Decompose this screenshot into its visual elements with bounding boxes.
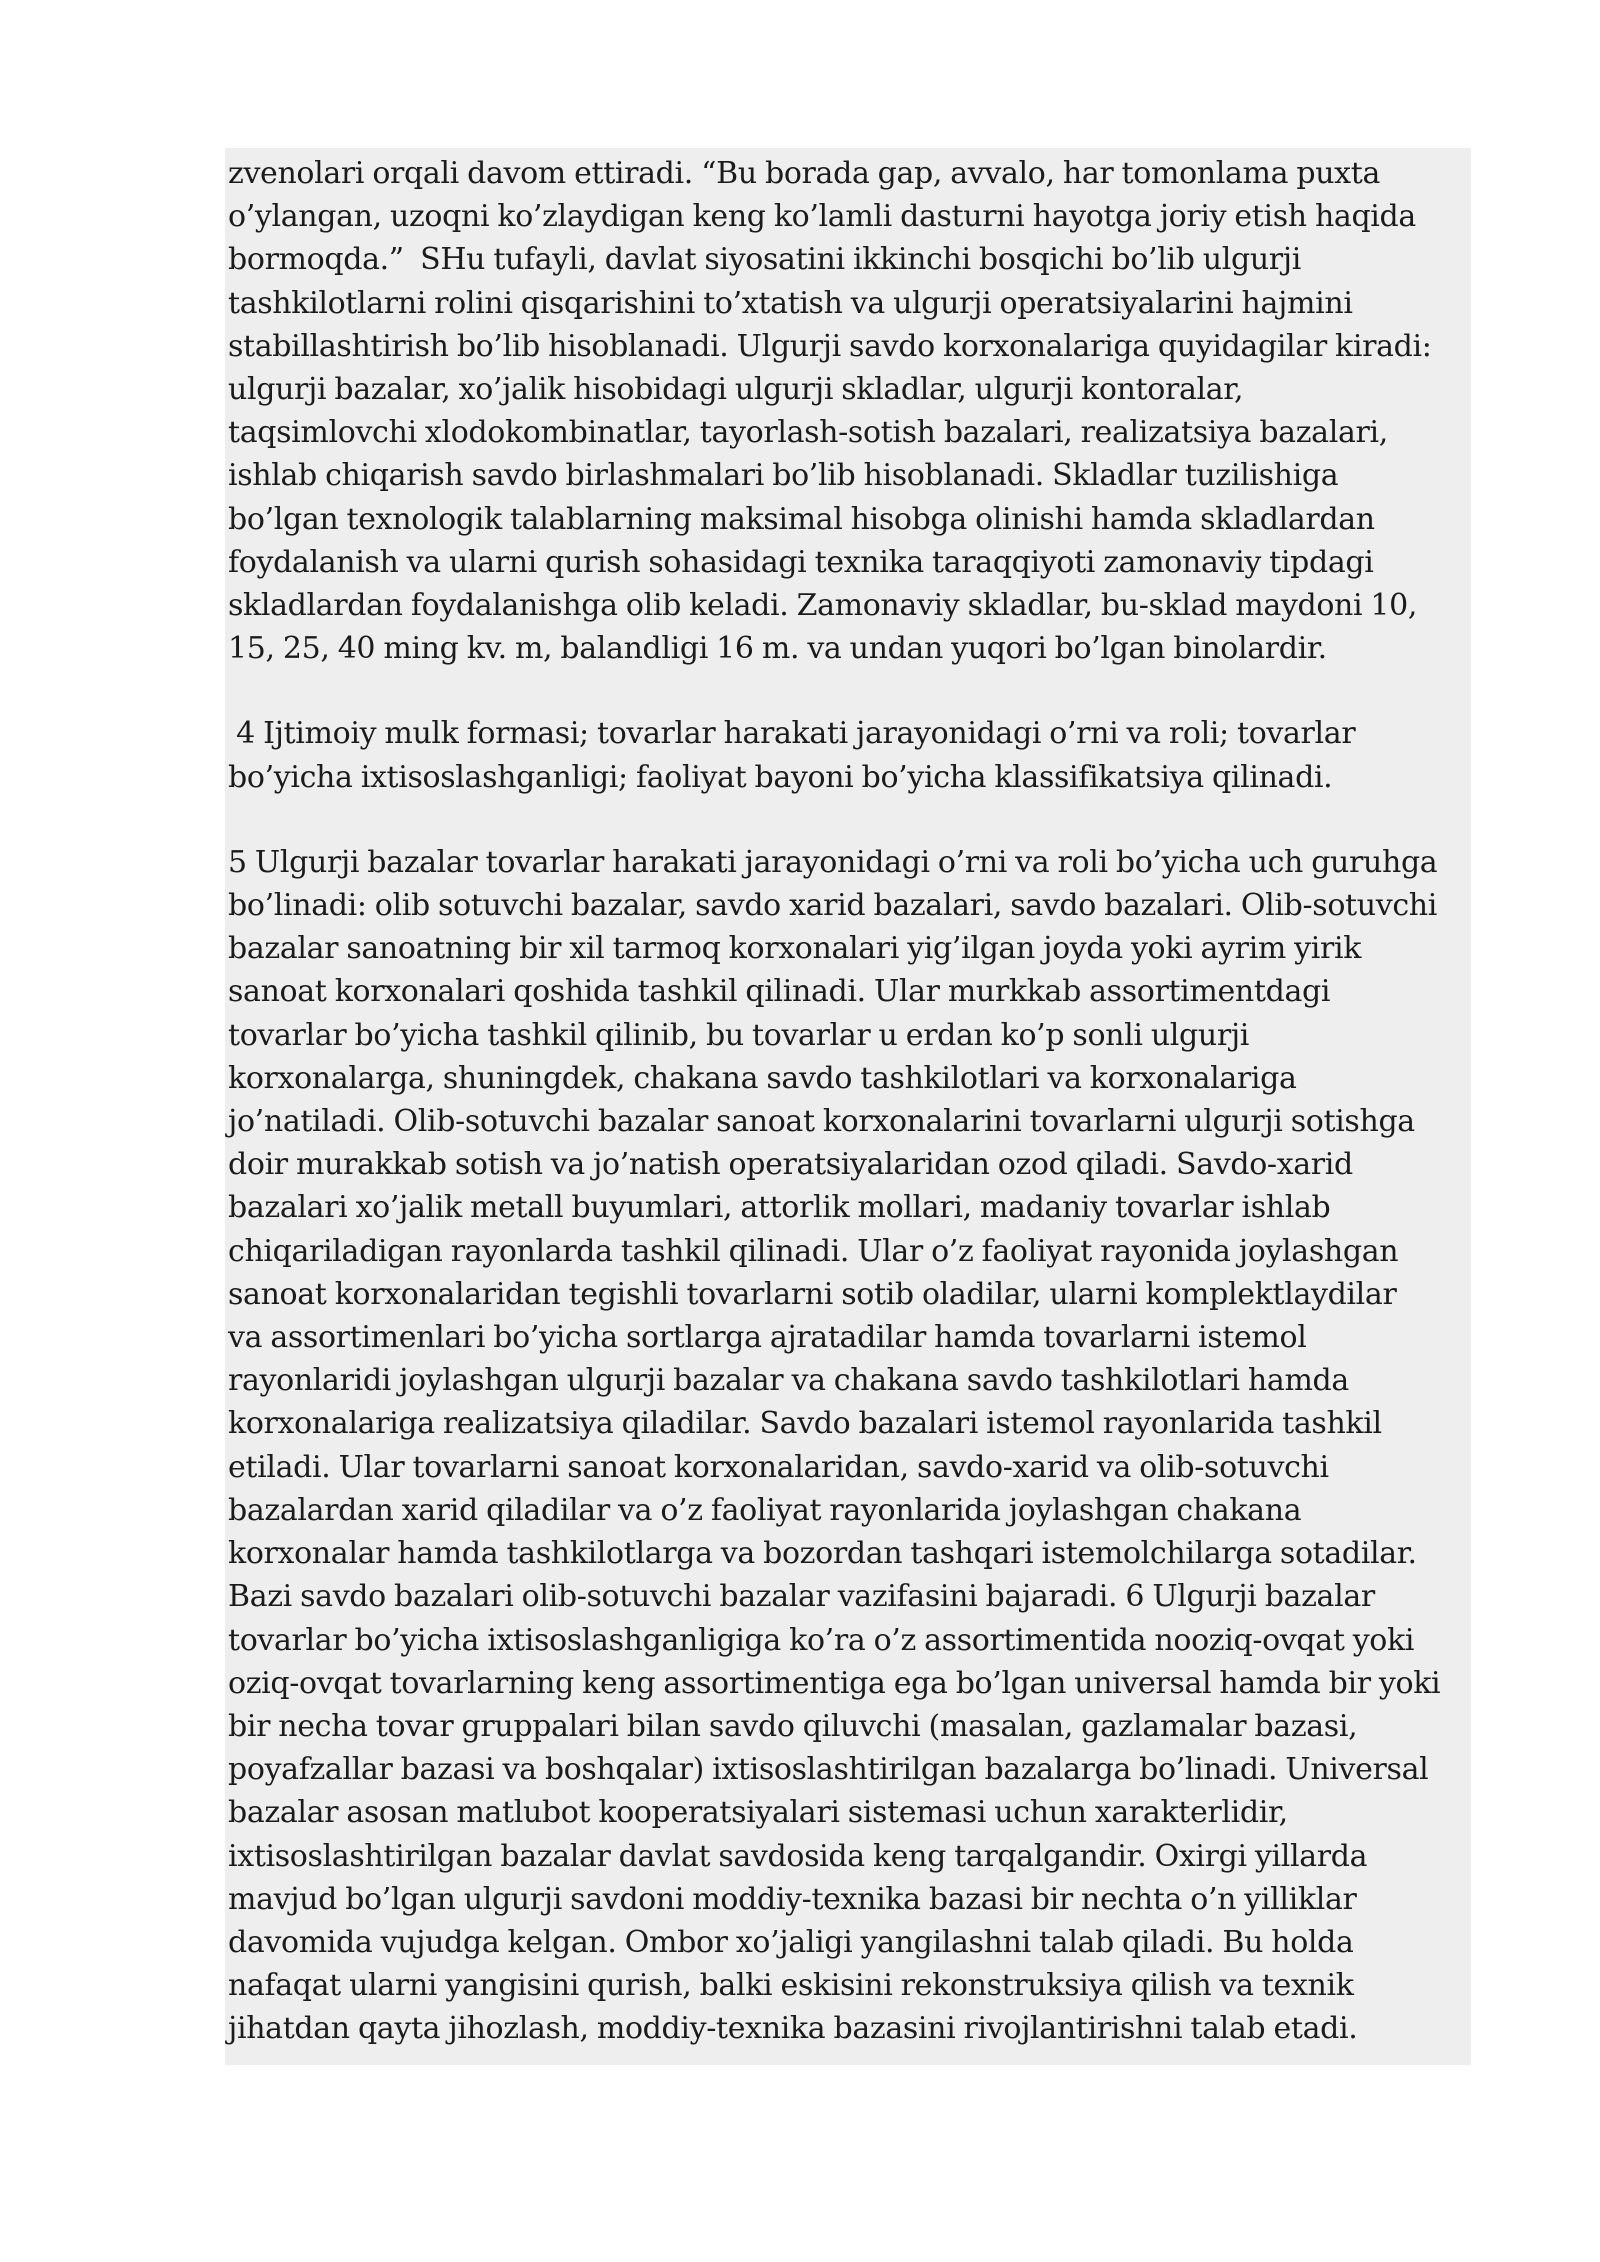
text-line: korxonalarga, shuningdek, chakana savdo tashkilotlari va korxonalariga bbox=[228, 1060, 1297, 1096]
text-line: 5 Ulgurji bazalar tovarlar harakati jarayonidagi o’rni va roli bo’yicha uch guruhga bbox=[228, 844, 1438, 880]
text-line: davomida vujudga kelgan. Ombor xo’jaligi yangilashni talab qiladi. Bu holda bbox=[228, 1924, 1354, 1960]
text-line: etiladi. Ular tovarlarni sanoat korxonalaridan, savdo-xarid va olib-sotuvchi bbox=[228, 1449, 1329, 1485]
text-line: bazalar sanoatning bir xil tarmoq korxonalari yig’ilgan joyda yoki ayrim yirik bbox=[228, 931, 1362, 967]
text-line: tovarlar bo’yicha tashkil qilinib, bu tovarlar u erdan ko’p sonli ulgurji bbox=[228, 1017, 1250, 1053]
text-line: bo’linadi: olib sotuvchi bazalar, savdo xarid bazalari, savdo bazalari. Olib-sotuvchi bbox=[228, 888, 1438, 924]
paragraph-3 bbox=[228, 841, 1463, 2051]
text-line: tovarlar bo’yicha ixtisoslashganligiga ko’ra o’z assortimentida nooziq-ovqat yoki bbox=[228, 1622, 1415, 1658]
text-line: skladlardan foydalanishga olib keladi. Zamonaviy skladlar, bu-sklad maydoni 10, bbox=[228, 588, 1418, 624]
text-line: ulgurji bazalar, xo’jalik hisobidagi ulgurji skladlar, ulgurji kontoralar, bbox=[228, 372, 1244, 408]
text-line: stabillashtirish bo’lib hisoblanadi. Ulgurji savdo korxonalariga quyidagilar kiradi: bbox=[228, 328, 1432, 364]
text-line: bazalar asosan matlubot kooperatsiyalari sistemasi uchun xarakterlidir, bbox=[228, 1795, 1288, 1831]
text-line: ishlab chiqarish savdo birlashmalari bo’lib hisoblanadi. Skladlar tuzilishiga bbox=[228, 458, 1339, 494]
text-line: bazalari xo’jalik metall buyumlari, attorlik mollari, madaniy tovarlar ishlab bbox=[228, 1190, 1331, 1226]
text-line: va assortimenlari bo’yicha sortlarga ajratadilar hamda tovarlarni istemol bbox=[228, 1320, 1307, 1356]
text-line: oziq-ovqat tovarlarning keng assortimentiga ega bo’lgan universal hamda bir yoki bbox=[228, 1665, 1441, 1701]
highlighted-text-block bbox=[225, 148, 1471, 2065]
text-line: mavjud bo’lgan ulgurji savdoni moddiy-texnika bazasi bir nechta o’n yilliklar bbox=[228, 1881, 1357, 1917]
text-line: nafaqat ularni yangisini qurish, balki eskisini rekonstruksiya qilish va texnik bbox=[228, 1968, 1354, 2004]
text-line: bir necha tovar gruppalari bilan savdo qiluvchi (masalan, gazlamalar bazasi, bbox=[228, 1708, 1358, 1744]
text-line: sanoat korxonalari qoshida tashkil qilinadi. Ular murkkab assortimentdagi bbox=[228, 974, 1331, 1010]
text-line: jihatdan qayta jihozlash, moddiy-texnika bazasini rivojlantirishni talab etadi. bbox=[228, 2011, 1358, 2047]
text-line: 15, 25, 40 ming kv. m, balandligi 16 m. va undan yuqori bo’lgan binolardir. bbox=[228, 631, 1327, 667]
text-line: poyafzallar bazasi va boshqalar) ixtisoslashtirilgan bazalarga bo’linadi. Universal bbox=[228, 1752, 1429, 1788]
text-line: bo’lgan texnologik talablarning maksimal hisobga olinishi hamda skladlardan bbox=[228, 501, 1375, 537]
text-line: 4 Ijtimoiy mulk formasi; tovarlar harakati jarayonidagi o’rni va roli; tovarlar bbox=[228, 716, 1356, 752]
text-line: sanoat korxonalaridan tegishli tovarlarni sotib oladilar, ularni komplektlaydilar bbox=[228, 1276, 1397, 1312]
text-line: foydalanish va ularni qurish sohasidagi texnika taraqqiyoti zamonaviy tipdagi bbox=[228, 544, 1374, 580]
text-line: zvenolari orqali davom ettiradi. “Bu borada gap, avvalo, har tomonlama puxta bbox=[228, 156, 1380, 191]
text-line: tashkilotlarni rolini qisqarishini to’xtatish va ulgurji operatsiyalarini hajmini bbox=[228, 285, 1353, 321]
text-line: rayonlaridi joylashgan ulgurji bazalar va chakana savdo tashkilotlari hamda bbox=[228, 1363, 1349, 1399]
text-line: korxonalariga realizatsiya qiladilar. Savdo bazalari istemol rayonlarida tashkil bbox=[228, 1406, 1382, 1442]
text-line: bo’yicha ixtisoslashganligi; faoliyat bayoni bo’yicha klassifikatsiya qilinadi. bbox=[228, 759, 1333, 795]
text-line: taqsimlovchi xlodokombinatlar, tayorlash-sotish bazalari, realizatsiya bazalari, bbox=[228, 415, 1388, 451]
text-line: korxonalar hamda tashkilotlarga va bozordan tashqari istemolchilarga sotadilar. bbox=[228, 1536, 1417, 1572]
text-line: doir murakkab sotish va jo’natish operatsiyalaridan ozod qiladi. Savdo-xarid bbox=[228, 1147, 1353, 1183]
text-line: chiqariladigan rayonlarda tashkil qilinadi. Ular o’z faoliyat rayonida joylashgan bbox=[228, 1233, 1399, 1269]
paragraph-2 bbox=[228, 712, 1463, 798]
paragraph-1 bbox=[228, 152, 1463, 670]
text-line: jo’natiladi. Olib-sotuvchi bazalar sanoat korxonalarini tovarlarni ulgurji sotishga bbox=[228, 1104, 1415, 1140]
text-line: Bazi savdo bazalari olib-sotuvchi bazalar vazifasini bajaradi. 6 Ulgurji bazalar bbox=[228, 1579, 1375, 1615]
text-line: bormoqda.” SHu tufayli, davlat siyosatini ikkinchi bosqichi bo’lib ulgurji bbox=[228, 242, 1301, 278]
text-line: bazalardan xarid qiladilar va o’z faoliyat rayonlarida joylashgan chakana bbox=[228, 1492, 1302, 1528]
text-line: ixtisoslashtirilgan bazalar davlat savdosida keng tarqalgandir. Oxirgi yillarda bbox=[228, 1838, 1368, 1874]
text-line: o’ylangan, uzoqni ko’zlaydigan keng ko’lamli dasturni hayotga joriy etish haqida bbox=[228, 199, 1416, 235]
